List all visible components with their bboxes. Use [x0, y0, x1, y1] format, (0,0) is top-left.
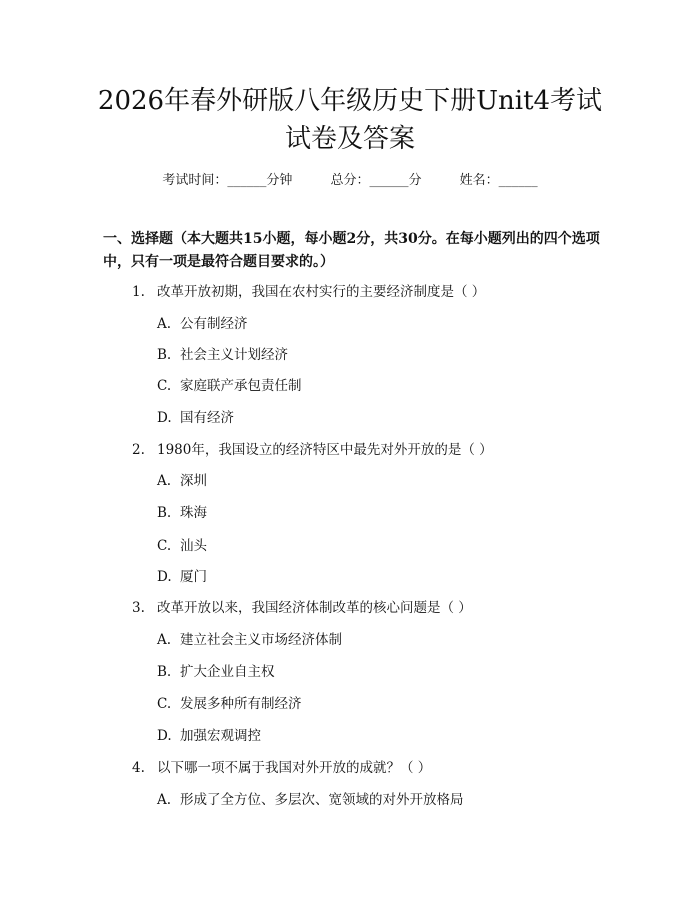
- question-3-option-a: [157, 631, 342, 649]
- question-1-option-a: [157, 315, 248, 333]
- option-text: 发展多种所有制经济: [180, 696, 302, 712]
- option-text: 社会主义计划经济: [180, 347, 288, 363]
- section-heading: 一、选择题（本大题共15小题，每小题2分，共30分。在每小题列出的四个选项中，只有一项是最符合题目要求的。）: [103, 231, 600, 270]
- question-2-option-d: [157, 568, 207, 586]
- option-letter: A.: [157, 792, 172, 808]
- option-letter: C.: [157, 378, 172, 394]
- option-letter: D.: [157, 410, 172, 426]
- option-text: 厦门: [180, 569, 207, 585]
- option-text: 建立社会主义市场经济体制: [180, 632, 342, 648]
- question-text: 1980年，我国设立的经济特区中最先对外开放的是（ ）: [157, 442, 493, 458]
- question-1-option-b: [157, 346, 288, 364]
- question-4-option-a: [157, 791, 464, 809]
- option-text: 家庭联产承包责任制: [180, 378, 302, 394]
- question-number: 2.: [132, 442, 145, 458]
- total-score-field: 总分：______分: [330, 173, 422, 188]
- question-1: [132, 283, 485, 301]
- question-number: 1.: [132, 284, 145, 300]
- question-3-option-d: [157, 727, 261, 745]
- question-1-option-d: [157, 409, 234, 427]
- question-3-option-b: [157, 663, 275, 681]
- option-letter: C.: [157, 696, 172, 712]
- question-3-option-c: [157, 695, 302, 713]
- option-text: 加强宏观调控: [180, 728, 261, 744]
- question-4: [132, 759, 431, 777]
- question-number: 4.: [132, 760, 145, 776]
- exam-info-line: [0, 169, 700, 188]
- option-text: 国有经济: [180, 410, 234, 426]
- option-text: 形成了全方位、多层次、宽领域的对外开放格局: [180, 792, 464, 808]
- option-letter: A.: [157, 632, 172, 648]
- question-number: 3.: [132, 600, 145, 616]
- option-letter: C.: [157, 538, 172, 554]
- question-1-option-c: [157, 377, 302, 395]
- option-letter: B.: [157, 505, 172, 521]
- option-text: 公有制经济: [180, 316, 248, 332]
- question-text: 改革开放初期，我国在农村实行的主要经济制度是（ ）: [157, 284, 486, 300]
- option-text: 扩大企业自主权: [180, 664, 275, 680]
- student-name-field: 姓名：______: [459, 173, 538, 188]
- question-2-option-b: [157, 504, 207, 522]
- document-title: 2026年春外研版八年级历史下册Unit4考试试卷及答案: [97, 86, 603, 154]
- question-text: 以下哪一项不属于我国对外开放的成就？（ ）: [157, 760, 432, 776]
- option-letter: D.: [157, 569, 172, 585]
- question-3: [132, 599, 472, 617]
- exam-time-field: 考试时间：______分钟: [162, 173, 293, 188]
- option-letter: B.: [157, 664, 172, 680]
- question-text: 改革开放以来，我国经济体制改革的核心问题是（ ）: [157, 600, 472, 616]
- question-2: [132, 441, 493, 459]
- option-text: 汕头: [180, 538, 207, 554]
- option-letter: A.: [157, 316, 172, 332]
- option-text: 深圳: [180, 473, 207, 489]
- option-letter: B.: [157, 347, 172, 363]
- option-letter: A.: [157, 473, 172, 489]
- option-text: 珠海: [180, 505, 207, 521]
- question-2-option-c: [157, 537, 207, 555]
- option-letter: D.: [157, 728, 172, 744]
- question-2-option-a: [157, 472, 207, 490]
